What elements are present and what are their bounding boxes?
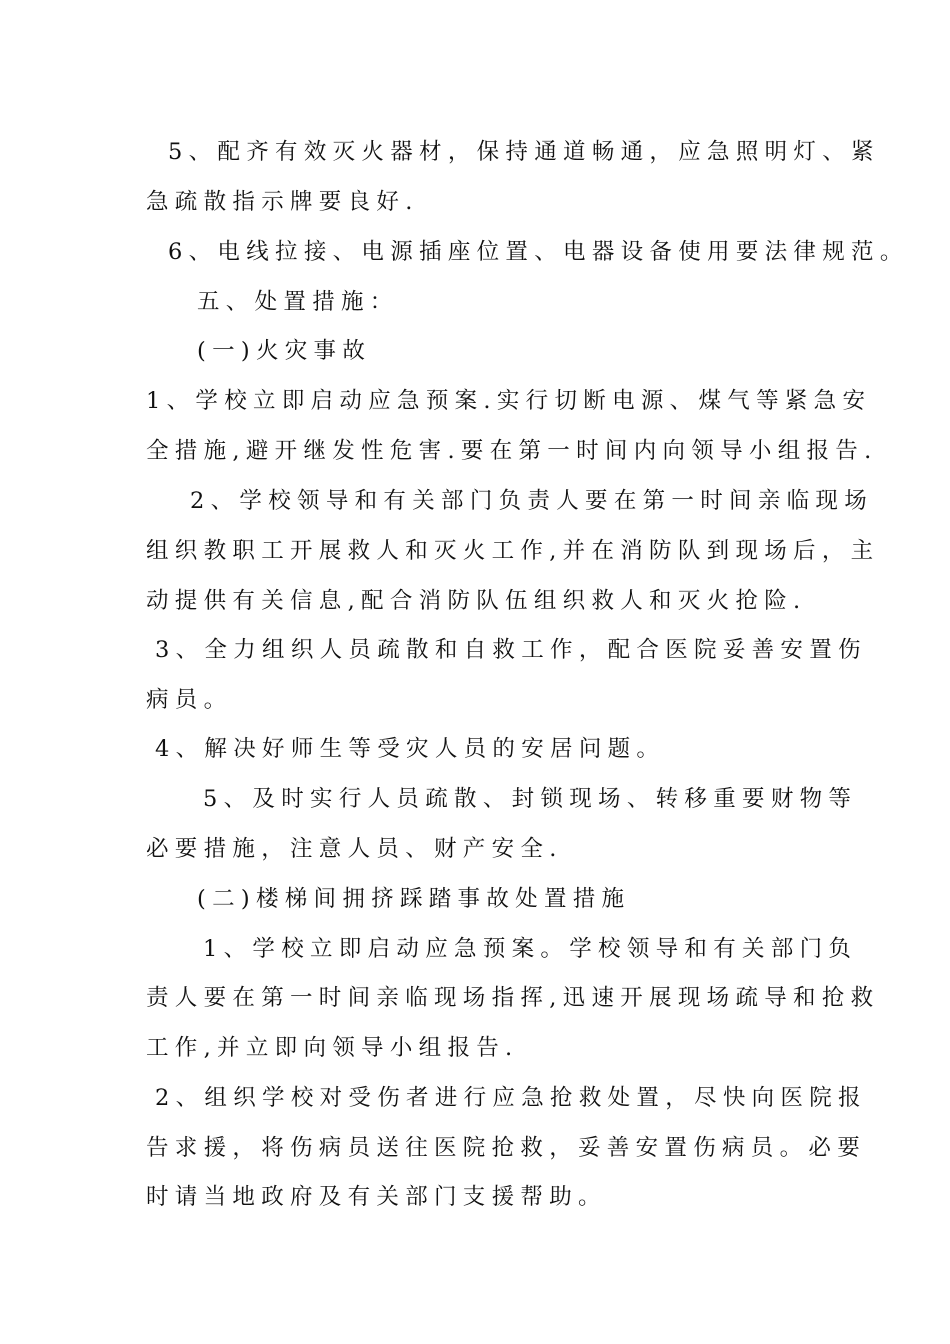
text-line: 1、学校立即启动应急预案.实行切断电源、煤气等紧急安	[146, 388, 872, 414]
text-line: 6、电线拉接、电源插座位置、电器设备使用要法律规范。	[168, 239, 909, 265]
section-heading: 五、处置措施：	[197, 289, 399, 315]
text-line: 组织教职工开展救人和灭火工作,并在消防队到现场后，主	[146, 538, 880, 564]
text-line: 5、配齐有效灭火器材，保持通道畅通，应急照明灯、紧	[168, 139, 880, 165]
text-line: 急疏散指示牌要良好.	[146, 189, 419, 215]
text-line: 4、解决好师生等受灾人员的安居问题。	[155, 736, 666, 762]
text-line: 2、组织学校对受伤者进行应急抢救处置，尽快向医院报	[155, 1085, 867, 1111]
text-line: 告求援，将伤病员送往医院抢救，妥善安置伤病员。必要	[146, 1135, 867, 1161]
text-line: 病员。	[146, 687, 233, 713]
subsection-heading: (二)楼梯间拥挤踩踏事故处置措施	[197, 886, 631, 912]
text-line: 责人要在第一时间亲临现场指挥,迅速开展现场疏导和抢救	[146, 985, 880, 1011]
text-line: 动提供有关信息,配合消防队伍组织救人和灭火抢险.	[146, 588, 807, 614]
text-line: 全措施,避开继发性危害.要在第一时间内向领导小组报告.	[146, 438, 878, 464]
text-line: 3、全力组织人员疏散和自救工作，配合医院妥善安置伤	[155, 637, 867, 663]
text-line: 必要措施，注意人员、财产安全.	[146, 836, 563, 862]
text-line: 5、及时实行人员疏散、封锁现场、转移重要财物等	[203, 786, 858, 812]
text-line: 1、学校立即启动应急预案。学校领导和有关部门负	[203, 936, 858, 962]
text-line: 工作,并立即向领导小组报告.	[146, 1035, 519, 1061]
text-line: 时请当地政府及有关部门支援帮助。	[146, 1184, 607, 1210]
text-line: 2、学校领导和有关部门负责人要在第一时间亲临现场	[190, 488, 874, 514]
subsection-heading: (一)火灾事故	[197, 338, 372, 364]
